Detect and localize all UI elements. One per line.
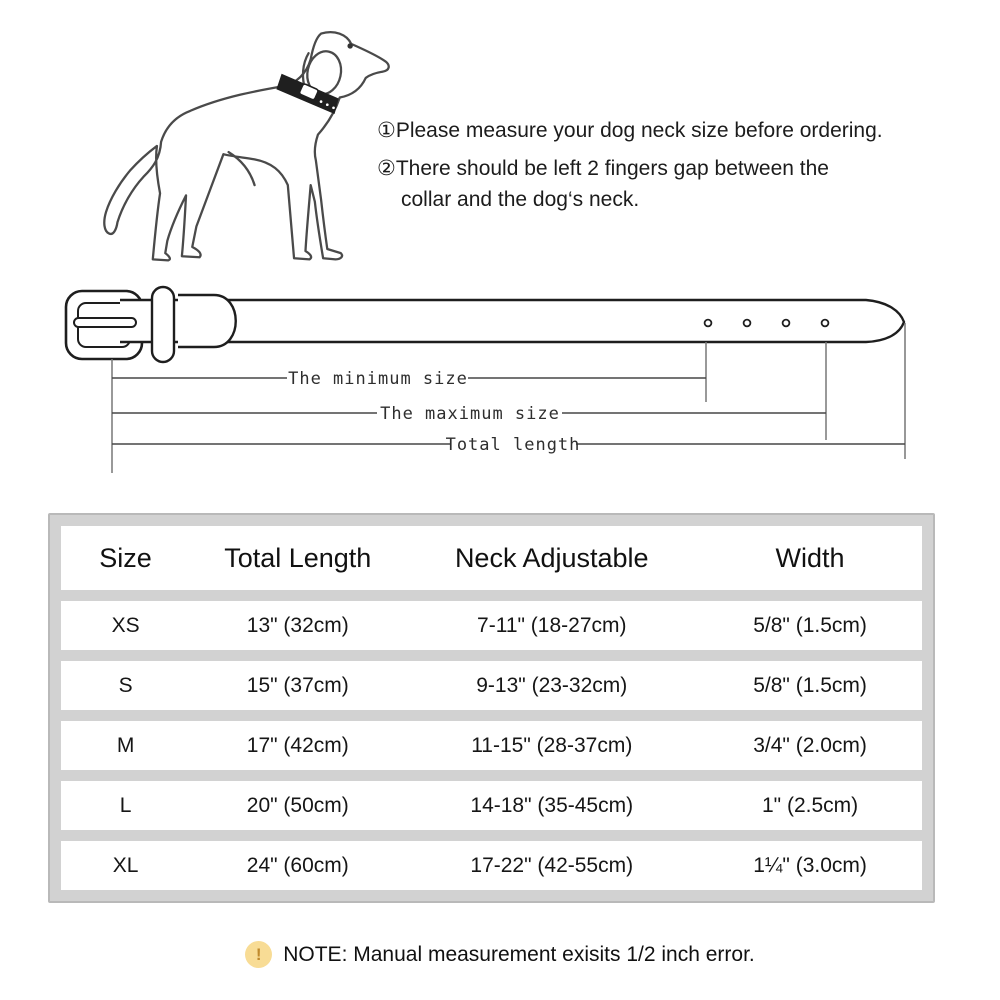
minimum-size-label: The minimum size [288,369,468,389]
table-row [61,781,922,830]
dog-outline-drawing [78,14,400,282]
measurement-note [0,941,1000,968]
cell-neck-adjustable: 11-15" (28-37cm) [471,733,633,757]
table-row [61,721,922,770]
collar-buckle [66,287,904,362]
header-size: Size [99,542,152,573]
instruction-1 [377,116,977,146]
cell-neck-adjustable: 17-22" (42-55cm) [470,853,634,877]
cell-size: L [119,793,132,817]
cell-width: 3/4" (2.0cm) [753,733,867,757]
circled-2-bullet: ② [377,157,396,180]
header-width: Width [775,542,845,573]
maximum-size-label: The maximum size [380,404,560,424]
instruction-1-text: Please measure your dog neck size before ordering. [395,119,883,142]
cell-neck-adjustable: 7-11" (18-27cm) [477,613,627,637]
header-neck-adjustable: Neck Adjustable [454,542,649,573]
cell-size: M [116,733,135,757]
cell-size: XS [111,613,140,637]
instruction-2-text-line2: collar and the dog‘s neck. [401,188,640,211]
cell-size: XL [112,853,139,877]
cell-width: 1" (2.5cm) [761,793,859,817]
table-row [61,601,922,650]
cell-width: 5/8" (1.5cm) [753,673,867,697]
cell-neck-adjustable: 9-13" (23-32cm) [476,673,628,697]
note-text: NOTE: Manual measurement exisits 1/2 inch error. [283,942,755,966]
cell-size: S [118,673,133,697]
table-row [61,841,922,890]
total-length-label: Total length [445,435,581,455]
circled-1-bullet: ① [377,119,396,142]
exclamation-icon: ! [245,941,272,968]
collar-measurement-diagram [0,280,1000,480]
cell-total-length: 20" (50cm) [246,793,349,817]
size-chart-table [48,513,935,903]
header-total-length: Total Length [224,542,372,573]
table-row [61,661,922,710]
instruction-2 [377,153,977,215]
table-header-row [61,526,922,590]
instruction-2-text-line1: There should be left 2 fingers gap between the [395,157,829,180]
measuring-instructions [377,116,977,215]
dog-illustration [78,14,400,282]
cell-total-length: 15" (37cm) [246,673,349,697]
dog-eye [347,43,352,48]
cell-neck-adjustable: 14-18" (35-45cm) [470,793,634,817]
collar-diagram-svg [0,280,1000,480]
cell-width: 1¼" (3.0cm) [753,853,867,877]
cell-total-length: 13" (32cm) [246,613,349,637]
cell-total-length: 17" (42cm) [246,733,349,757]
cell-total-length: 24" (60cm) [246,853,349,877]
cell-width: 5/8" (1.5cm) [753,613,867,637]
